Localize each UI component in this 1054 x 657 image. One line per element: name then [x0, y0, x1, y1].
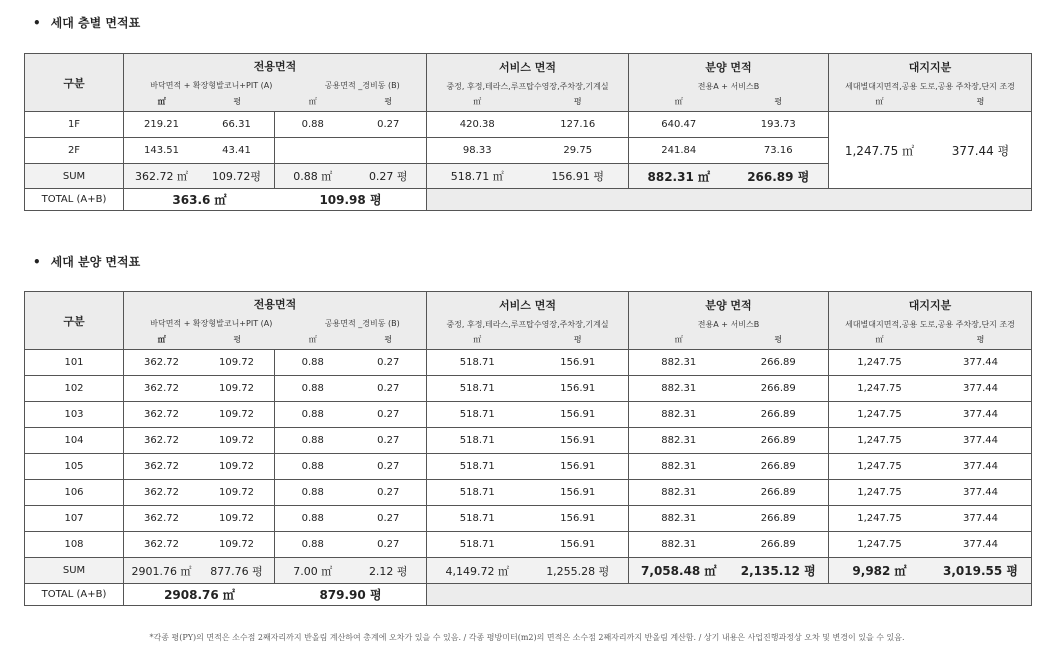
- table-row: 101 362.72 109.72 0.88 0.27 518.71 156.91 882.31 266.89 1,247.75 377.44: [25, 350, 1032, 376]
- row-label: TOTAL (A+B): [25, 584, 124, 606]
- sum-row: SUM 362.72 ㎡ 109.72평 0.88 ㎡ 0.27 평 518.71 ㎡ 156.91 평 882.31 ㎡ 266.89 평: [25, 164, 1032, 189]
- sale-area-header: 분양 면적 전용A + 서비스B ㎡ 평: [629, 292, 829, 350]
- table-row: 108 362.72 109.72 0.88 0.27 518.71 156.91 882.31 266.89 1,247.75 377.44: [25, 532, 1032, 558]
- total-row: TOTAL (A+B) 363.6 ㎡ 109.98 평: [25, 189, 1032, 211]
- row-label: 1F: [25, 112, 124, 138]
- row-label: 102: [25, 376, 124, 402]
- gubun-header: 구분: [25, 292, 124, 350]
- service-area-header: 서비스 면적 중정, 후정,테라스,루프탑수영장,주차장,기계실 ㎡ 평: [427, 54, 629, 112]
- table-row: 2F 143.51 43.41 98.33 29.75 241.84 73.16: [25, 138, 1032, 164]
- service-area-header: 서비스 면적 중정, 후정,테라스,루프탑수영장,주차장,기계실 ㎡ 평: [427, 292, 629, 350]
- row-label: 103: [25, 402, 124, 428]
- table-header-row: [25, 54, 1032, 112]
- row-label: 105: [25, 454, 124, 480]
- total-row: TOTAL (A+B) 2908.76 ㎡ 879.90 평: [25, 584, 1032, 606]
- table-row: 105 362.72 109.72 0.88 0.27 518.71 156.91 882.31 266.89 1,247.75 377.44: [25, 454, 1032, 480]
- exclusive-area-header: 전용면적 바닥면적 + 확장형발코니+PIT (A) 공용면적 _경비동 (B) ㎡ 평 ㎡ 평: [124, 292, 427, 350]
- floor-area-table: [24, 53, 1032, 211]
- table-row: 102 362.72 109.72 0.88 0.27 518.71 156.91 882.31 266.89 1,247.75 377.44: [25, 376, 1032, 402]
- table-row: 107 362.72 109.72 0.88 0.27 518.71 156.91 882.31 266.89 1,247.75 377.44: [25, 506, 1032, 532]
- footnote: *각종 평(PY)의 면적은 소수점 2째자리까지 반올림 계산하여 총계에 오차가 있을 수 있음. / 각종 평방미터(m2)의 면적은 소수점 2째자리까지 반올림 계산함. / 상기 내용은 사업진행과정상 오차 및 변경이 있을 수 있음.: [149, 633, 905, 642]
- table-row: 106 362.72 109.72 0.88 0.27 518.71 156.91 882.31 266.89 1,247.75 377.44: [25, 480, 1032, 506]
- land-share-header: 대지지분 세대별대지면적,공용 도로,공용 주차장,단지 조경 ㎡ 평: [829, 54, 1032, 112]
- section-title-sale: • 세대 분양 면적표: [33, 255, 141, 269]
- row-label: 106: [25, 480, 124, 506]
- exclusive-area-header: 전용면적 바닥면적 + 확장형발코니+PIT (A) 공용면적 _경비동 (B) ㎡ 평 ㎡ 평: [124, 54, 427, 112]
- sale-area-header: 분양 면적 전용A + 서비스B ㎡ 평: [629, 54, 829, 112]
- row-label: SUM: [25, 164, 124, 189]
- table-row: 103 362.72 109.72 0.88 0.27 518.71 156.91 882.31 266.89 1,247.75 377.44: [25, 402, 1032, 428]
- row-label: 2F: [25, 138, 124, 164]
- sum-row: SUM 2901.76 ㎡ 877.76 평 7.00 ㎡ 2.12 평 4,149.72 ㎡ 1,255.28 평 7,058.48 ㎡ 2,135.12 평 9,982 ㎡ 3,019.55 평: [25, 558, 1032, 584]
- land-share-header: 대지지분 세대별대지면적,공용 도로,공용 주차장,단지 조경 ㎡ 평: [829, 292, 1032, 350]
- table-row: 1F 219.21 66.31 0.88 0.27 420.38 127.16 640.47 193.73 1,247.75 ㎡ 377.44 평: [25, 112, 1032, 138]
- row-label: 104: [25, 428, 124, 454]
- land-share-value: 1,247.75 ㎡ 377.44 평: [829, 112, 1032, 189]
- row-label: 107: [25, 506, 124, 532]
- unit-sale-area-table: [24, 291, 1032, 606]
- gubun-header: 구분: [25, 54, 124, 112]
- row-label: 108: [25, 532, 124, 558]
- row-label: 101: [25, 350, 124, 376]
- table-header-row: [25, 292, 1032, 350]
- section-title-floor: • 세대 층별 면적표: [33, 16, 141, 30]
- table-row: 104 362.72 109.72 0.88 0.27 518.71 156.91 882.31 266.89 1,247.75 377.44: [25, 428, 1032, 454]
- row-label: TOTAL (A+B): [25, 189, 124, 211]
- row-label: SUM: [25, 558, 124, 584]
